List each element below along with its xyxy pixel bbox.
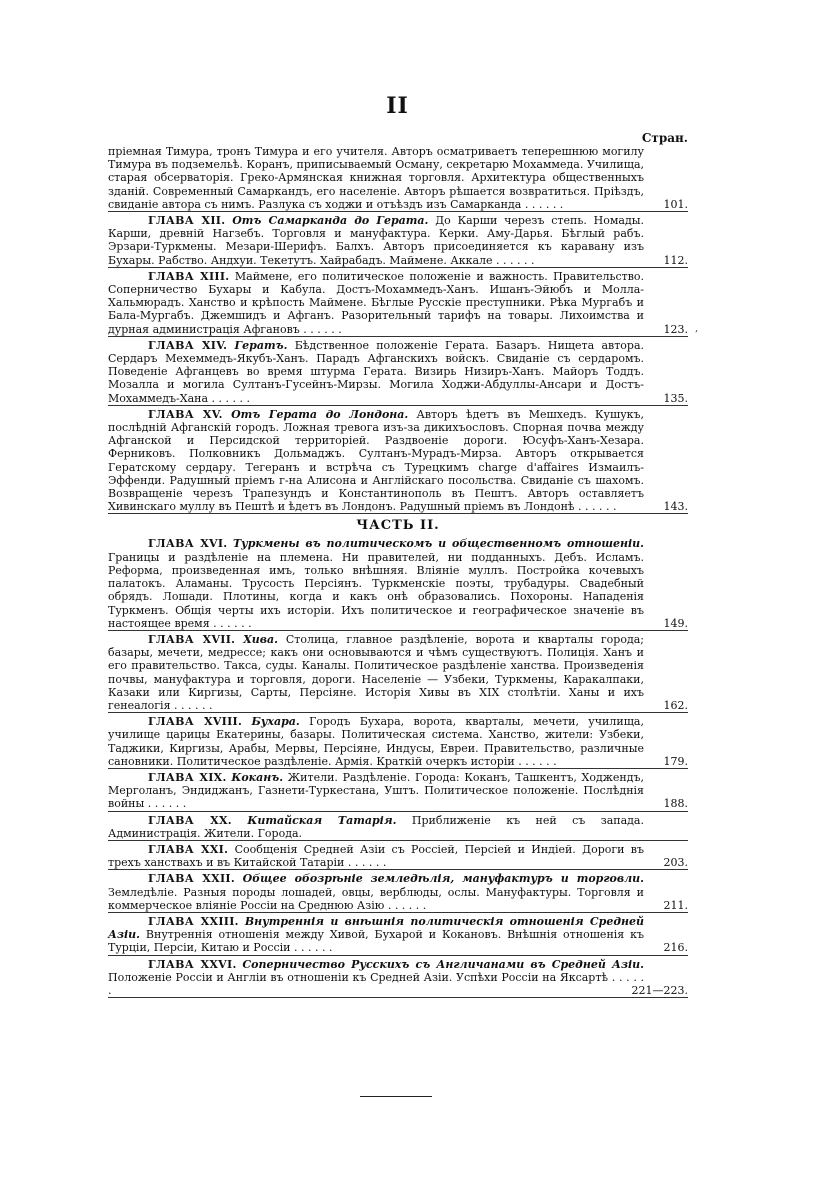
closing-rule <box>360 1096 432 1097</box>
leader-dots: . . . . . . <box>108 970 644 997</box>
entry-summary: Маймене, его политическое положеніе и важность. Правительство. Соперничество Бухары и Кабула. Достъ-Мохаммедъ-Ханъ. Ишанъ-Эйюбъ и Молла-Хальмюрадъ. Ханство и крѣпость Маймене. Бѣглые Русскіе преступники. Рѣка Мургабъ и Бала-Мургабъ. Джемшидъ и Афганъ. Разорительный тарифъ на товары. Лихоимства и дурная администрація Афгановъ <box>108 269 645 336</box>
leader-dots: . . . . . . <box>344 856 387 870</box>
chapter-label: ГЛАВА XXI. <box>148 842 229 856</box>
toc-entry <box>108 339 688 406</box>
part-heading: ЧАСТЬ II. <box>356 518 440 534</box>
chapter-label: ГЛАВА XIII. <box>148 269 230 283</box>
leader-dots: . . . . . . <box>144 797 187 811</box>
entry-summary: Внутреннія отношенія между Хивой, Бухарой и Кокановъ. Внѣшнія отношенія къ Турціи, Персіи, Китаю и Россіи <box>108 928 644 955</box>
page-ref: 101. <box>663 197 688 211</box>
chapter-label: ГЛАВА XXIII. <box>148 914 239 928</box>
toc-entry <box>108 843 688 870</box>
leader-dots: . . . . . . <box>521 197 564 211</box>
chapter-label: ГЛАВА XXVI. <box>148 957 237 971</box>
toc-entry <box>108 270 688 337</box>
chapter-label: ГЛАВА XII. <box>148 214 226 228</box>
page-column-label: Стран. <box>641 131 688 145</box>
entry-summary: До Карши черезъ степь. Номады. Карши, древній Нагзебъ. Торговля и мануфактура. Керки. Аму-Дарья. Бѣглый рабъ. Эрзари-Туркмены. Мезари-Шерифъ. Балхъ. Авторъ присоединяется къ каравану изъ Бухары. Рабство. Андхуи. Текетутъ. Хайрабадъ. Маймене. Аккале <box>108 214 644 267</box>
leader-dots: . . . . . . <box>290 941 333 955</box>
toc-entry <box>108 633 688 713</box>
entry-summary: Сообщенія Средней Азіи съ Россіей, Персіей и Индіей. Дороги въ трехъ ханствахъ и въ Китайской Татаріи <box>108 842 644 870</box>
chapter-title: Отъ Герата до Лондона. <box>231 407 409 421</box>
chapter-title: Туркмены въ политическомъ и общественномъ отношеніи. <box>232 537 644 551</box>
entry-summary: Авторъ ѣдетъ въ Мешхедъ. Кушукъ, послѣдній Афганскій городъ. Ложная тревога изъ-за дикихъословъ. Спорная почва между Афганской и Персидской территоріей. Раздвоеніе дороги. Юсуфъ-Ханъ-Хезара. Ферниковъ. Полковникъ Дольмаджъ. Султанъ-Мурадъ-Мирза. Авторъ открывается Гератскому сердару. Тегеранъ и встрѣча съ Турецкимъ charge d'affaires Измаилъ-Эффенди. Радушный пріемъ г-на Алисона и Англійскаго посольства. Свиданіе съ шахомъ. Возвращеніе черезъ Трапезундъ и Константинополь въ Пештъ. Авторъ оставляетъ Хивинскаго муллу въ Пештѣ и ѣдетъ въ Лондонъ. Радушный пріемъ въ Лондонѣ <box>108 407 645 514</box>
page-ref: 179. <box>663 754 688 768</box>
leader-dots: . . . . . . <box>208 391 251 405</box>
chapter-title: Внутреннія и внѣшнія политическія отношенія Средней Азіи. <box>108 914 645 942</box>
leader-dots: . . . . . . <box>492 253 535 267</box>
chapter-title: Гератъ. <box>234 338 288 352</box>
leader-dots: . . . . . . <box>299 322 342 336</box>
page-number: II <box>386 93 409 119</box>
toc-entry <box>108 408 688 515</box>
page-ref: 188. <box>663 797 688 811</box>
chapter-label: ГЛАВА XV. <box>148 407 223 421</box>
entry-summary: Городъ Бухара, ворота, кварталы, мечети, училища, училище царицы Екатерины, базары. Политическая система. Ханство, жители: Узбеки, Таджики, Киргизы, Арабы, Мервы, Персіяне, Индусы, Евреи. Правительство, различные сановники. Политическое раздѣленіе. Армія. Краткій очеркъ исторіи <box>108 715 644 768</box>
toc-entry <box>108 214 688 268</box>
entry-summary: Земледѣліе. Разныя породы лошадей, овцы, верблюды, ослы. Мануфактуры. Торговля и коммерческое вліяніе Россіи на Среднюю Азію <box>108 885 644 912</box>
entry-summary: пріемная Тимура, тронъ Тимура и его учителя. Авторъ осматриваетъ теперешнюю могилу Тимура въ подземельѣ. Коранъ, приписываемый Осману, секретарю Мохаммеда. Училища, старая обсерваторія. Греко-Армянская книжная торговля. Архитектура общественныхъ зданій. Современный Самаркандъ, его населеніе. Авторъ рѣшается возвратиться. Пріѣздъ, свиданіе автора съ нимъ. Разлука съ ходжи и отъѣздъ изъ Самарканда <box>108 145 644 211</box>
leader-dots: . . . . . . <box>209 616 252 630</box>
toc-entry <box>108 915 688 956</box>
page-ref: 112. <box>663 253 688 267</box>
page-ref: 216. <box>663 941 688 955</box>
chapter-title: Бухара. <box>251 715 300 729</box>
chapter-label: ГЛАВА XIX. <box>148 770 227 784</box>
chapter-label: ГЛАВА XIV. <box>148 338 228 352</box>
table-of-contents <box>108 145 688 1000</box>
toc-entry <box>108 814 688 841</box>
page-ref: 211. <box>663 898 688 912</box>
chapter-label: ГЛАВА XVIII. <box>148 715 243 729</box>
chapter-label: ГЛАВА XVI. <box>148 537 228 551</box>
chapter-title: Китайская Татарія. <box>247 813 397 827</box>
chapter-title: Коканъ. <box>231 770 284 784</box>
entry-summary: Столица, главное раздѣленіе, ворота и кварталы города; базары, мечети, медрессе; какъ они основываются и чѣмъ существуютъ. Полиція. Ханъ и его правительство. Такса, суды. Каналы. Политическое раздѣленіе ханства. Произведенія почвы, мануфактура и торговля, дороги. Населеніе — Узбеки, Туркмены, Каракалпаки, Казаки или Киргизы, Сарты, Персіяне. Исторія Хивы въ XIX столѣтіи. Ханы и ихъ генеалогія <box>108 632 644 712</box>
page-ref: 149. <box>663 616 688 630</box>
leader-dots: . . . . . . <box>384 898 427 912</box>
toc-entry <box>108 771 688 812</box>
entry-summary: Приближеніе къ ней съ запада. Администрація. Жители. Города. <box>108 813 644 840</box>
chapter-label: ГЛАВА XX. <box>148 813 232 827</box>
leader-dots: . . . . . . <box>574 500 617 514</box>
entry-summary: Бѣдственное положеніе Герата. Базаръ. Нищета автора. Сердаръ Мехеммедъ-Якубъ-Ханъ. Парадъ Афганскихъ войскъ. Свиданіе съ сердаромъ. Поведеніе Афганцевъ во время штурма Герата. Визирь Низиръ-Ханъ. Майоръ Тоддъ. Мозалла и могила Султанъ-Гусейнъ-Мирзы. Могила Ходжи-Абдуллы-Ансари и Достъ-Мохаммедъ-Хана <box>108 338 644 405</box>
chapter-title: Хива. <box>243 632 278 646</box>
leader-dots: . . . . . . <box>514 754 557 768</box>
toc-entry <box>108 715 688 769</box>
toc-entry <box>108 537 688 630</box>
chapter-title: Соперничество Русскихъ съ Англичанами въ Средней Азіи. <box>242 957 644 971</box>
margin-mark: , <box>695 323 699 334</box>
page-ref: 221—223. <box>631 983 688 997</box>
entry-summary: Границы и раздѣленіе на племена. Ни правителей, ни подданныхъ. Дебъ. Исламъ. Реформа, произведенная имъ, только внѣшняя. Вліяніе муллъ. Постройка кочевыхъ палатокъ. Аламаны. Трусость Персіянъ. Туркменскіе поэты, трубадуры. Свадебный обрядъ. Лошади. Плотины, когда и какъ онѣ образовались. Похороны. Нападенія Туркменъ. Общія черты ихъ исторіи. Ихъ политическое и географическое значеніе въ настоящее время <box>108 550 644 630</box>
chapter-label: ГЛАВА XVII. <box>148 632 236 646</box>
chapter-title: Общее обозрѣніе земледѣлія, мануфактуръ и торговли. <box>242 872 644 886</box>
toc-entry <box>108 958 688 999</box>
toc-entry <box>108 872 688 913</box>
page-ref: 162. <box>663 698 688 712</box>
toc-entry <box>108 145 688 212</box>
page-ref: 123. <box>663 322 688 336</box>
leader-dots: . . . . . . <box>170 698 213 712</box>
entry-summary: Жители. Раздѣленіе. Города: Коканъ, Ташкентъ, Ходжендъ, Мерголанъ, Эндиджанъ, Газнети-Туркестана, Уштъ. Политическое положеніе. Послѣднія войны <box>108 770 644 811</box>
page-ref: 135. <box>663 391 688 405</box>
page-ref: 143. <box>663 500 688 514</box>
chapter-title: Отъ Самарканда до Герата. <box>232 214 429 228</box>
page-ref: 203. <box>663 856 688 870</box>
entry-summary: Положеніе Россіи и Англіи въ отношеніи къ Средней Азіи. Успѣхи Россіи на Яксартѣ <box>108 970 609 984</box>
chapter-label: ГЛАВА XXII. <box>148 872 235 886</box>
